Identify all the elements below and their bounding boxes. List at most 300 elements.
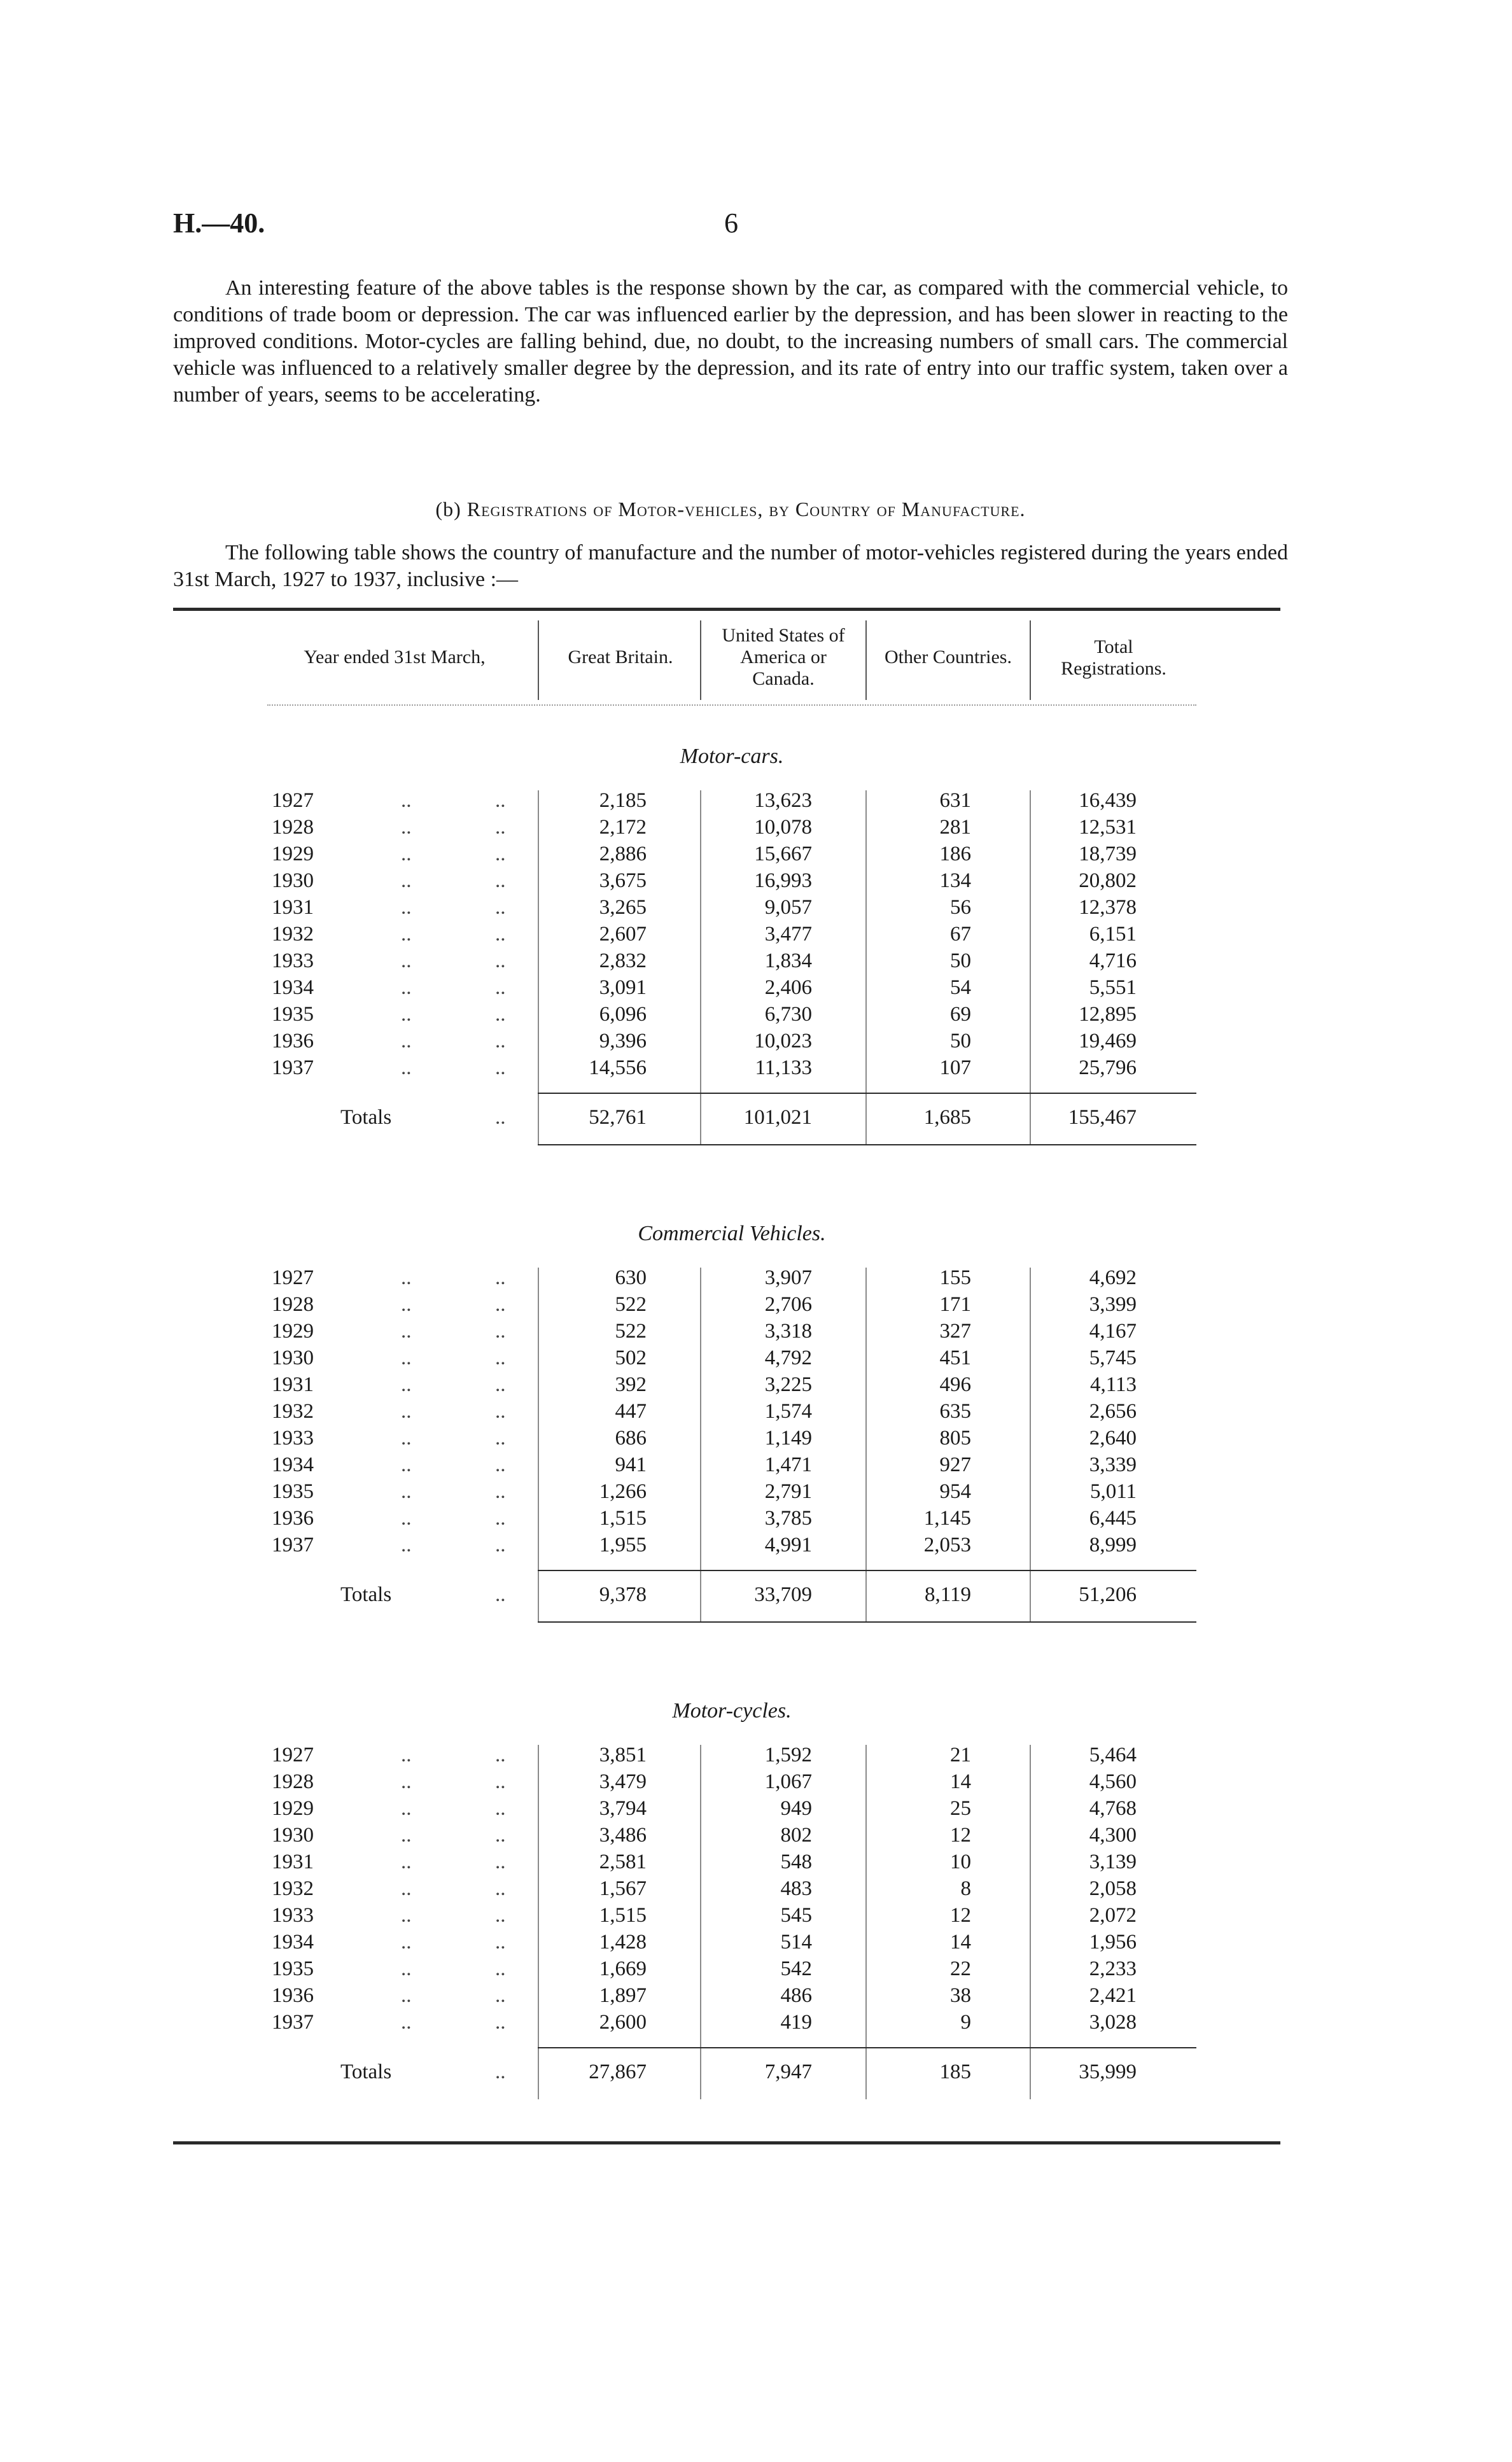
table-row: [0, 1850, 1512, 1877]
leader-dots: ..: [401, 1931, 412, 1954]
totals-row: [0, 2060, 1512, 2087]
great-britain-cell: 686: [615, 1427, 647, 1450]
section-heading: [173, 498, 1288, 521]
leader-dots: ..: [495, 1427, 506, 1450]
leader-dots: ..: [401, 1850, 412, 1873]
united-states-cell: 514: [780, 1931, 812, 1954]
year-cell: 1932: [272, 1400, 314, 1423]
totals-label: Totals: [340, 1106, 392, 1129]
other-countries-cell: 327: [939, 1320, 971, 1343]
total-cell: 12,895: [1079, 1003, 1137, 1026]
great-britain-cell: 3,675: [599, 869, 647, 892]
table-row: [0, 1030, 1512, 1056]
year-cell: 1931: [272, 1850, 314, 1873]
leader-dots: ..: [495, 896, 506, 919]
year-cell: 1928: [272, 1770, 314, 1793]
year-cell: 1937: [272, 1534, 314, 1556]
totals-top-rule: [538, 2047, 1196, 2048]
leader-dots: ..: [495, 1904, 506, 1927]
grand-total: 155,467: [1068, 1106, 1137, 1129]
leader-dots: ..: [401, 1030, 412, 1053]
great-britain-cell: 1,515: [599, 1507, 647, 1530]
leader-dots: ..: [495, 1984, 506, 2007]
leader-dots: ..: [495, 949, 506, 972]
united-states-total: 33,709: [754, 1583, 812, 1606]
leader-dots: ..: [401, 896, 412, 919]
other-countries-cell: 67: [950, 923, 971, 946]
table-row: [0, 1373, 1512, 1400]
table-row: [0, 2011, 1512, 2038]
total-cell: 4,716: [1089, 949, 1137, 972]
other-countries-cell: 155: [939, 1266, 971, 1289]
year-cell: 1935: [272, 1003, 314, 1026]
year-cell: 1931: [272, 1373, 314, 1396]
section-title: Motor-cars.: [680, 745, 784, 768]
united-states-cell: 4,792: [764, 1346, 812, 1369]
column-header-us-line1: United States of: [722, 625, 845, 646]
leader-dots: ..: [495, 1534, 506, 1556]
table-row: [0, 816, 1512, 843]
year-cell: 1934: [272, 976, 314, 999]
united-states-cell: 542: [780, 1957, 812, 1980]
great-britain-cell: 9,396: [599, 1030, 647, 1053]
other-countries-cell: 2,053: [923, 1534, 971, 1556]
total-cell: 3,339: [1089, 1453, 1137, 1476]
table-row: [0, 1797, 1512, 1824]
total-cell: 5,551: [1089, 976, 1137, 999]
section-title: Motor-cycles.: [672, 1699, 792, 1723]
total-cell: 19,469: [1079, 1030, 1137, 1053]
year-cell: 1930: [272, 1824, 314, 1847]
table-row: [0, 1427, 1512, 1453]
other-countries-cell: 69: [950, 1003, 971, 1026]
total-cell: 4,768: [1089, 1797, 1137, 1820]
year-cell: 1929: [272, 1797, 314, 1820]
great-britain-cell: 14,556: [589, 1056, 647, 1079]
year-cell: 1935: [272, 1480, 314, 1503]
leader-dots: ..: [401, 1534, 412, 1556]
other-countries-cell: 10: [950, 1850, 971, 1873]
year-cell: 1933: [272, 1427, 314, 1450]
year-cell: 1929: [272, 1320, 314, 1343]
column-separator: [700, 1268, 701, 1622]
table-row: [0, 923, 1512, 949]
totals-label: Totals: [340, 1583, 392, 1606]
total-cell: 4,167: [1089, 1320, 1137, 1343]
total-cell: 5,011: [1089, 1480, 1137, 1503]
united-states-cell: 1,574: [764, 1400, 812, 1423]
great-britain-total: 52,761: [589, 1106, 647, 1129]
other-countries-cell: 171: [939, 1293, 971, 1316]
leader-dots: ..: [495, 2011, 506, 2034]
leader-dots: ..: [495, 1003, 506, 1026]
section-heading-title: Registrations of Motor-vehicles, by Country of Manufacture.: [466, 498, 1026, 521]
united-states-cell: 13,623: [754, 789, 812, 812]
column-header-total-line2: Registrations.: [1061, 658, 1166, 679]
column-separator: [700, 1745, 701, 2099]
table-row: [0, 1507, 1512, 1534]
leader-dots: ..: [495, 1957, 506, 1980]
leader-dots: ..: [401, 1346, 412, 1369]
united-states-total: 101,021: [743, 1106, 812, 1129]
other-countries-cell: 25: [950, 1797, 971, 1820]
leader-dots: ..: [495, 1373, 506, 1396]
great-britain-cell: 2,607: [599, 923, 647, 946]
leader-dots: ..: [401, 1056, 412, 1079]
total-cell: 2,421: [1089, 1984, 1137, 2007]
column-header-us-line3: Canada.: [752, 668, 815, 689]
great-britain-cell: 3,486: [599, 1824, 647, 1847]
other-countries-cell: 50: [950, 949, 971, 972]
totals-row: [0, 1106, 1512, 1133]
column-header-year: Year ended 31st March,: [304, 647, 486, 668]
united-states-cell: 9,057: [764, 896, 812, 919]
table-row: [0, 1480, 1512, 1507]
table-row: [0, 1824, 1512, 1850]
united-states-total: 7,947: [764, 2060, 812, 2083]
leader-dots: ..: [401, 1373, 412, 1396]
leader-dots: ..: [495, 1931, 506, 1954]
year-cell: 1929: [272, 843, 314, 865]
great-britain-cell: 2,886: [599, 843, 647, 865]
great-britain-cell: 1,515: [599, 1904, 647, 1927]
leader-dots: ..: [401, 1957, 412, 1980]
other-countries-cell: 14: [950, 1770, 971, 1793]
leader-dots: ..: [495, 1583, 506, 1606]
table-bottom-rule: [173, 2141, 1280, 2144]
united-states-cell: 1,149: [764, 1427, 812, 1450]
leader-dots: ..: [495, 1030, 506, 1053]
leader-dots: ..: [401, 1797, 412, 1820]
leader-dots: ..: [495, 789, 506, 812]
total-cell: 3,139: [1089, 1850, 1137, 1873]
united-states-cell: 486: [780, 1984, 812, 2007]
other-countries-total: 185: [939, 2060, 971, 2083]
totals-bottom-rule: [538, 1144, 1196, 1145]
other-countries-cell: 12: [950, 1904, 971, 1927]
header-dotted-rule: [267, 704, 1196, 706]
united-states-cell: 3,785: [764, 1507, 812, 1530]
other-countries-cell: 635: [939, 1400, 971, 1423]
great-britain-total: 27,867: [589, 2060, 647, 2083]
leader-dots: ..: [495, 2060, 506, 2083]
column-separator: [865, 1745, 867, 2099]
leader-dots: ..: [401, 1320, 412, 1343]
other-countries-cell: 56: [950, 896, 971, 919]
table-row: [0, 789, 1512, 816]
table-row: [0, 1266, 1512, 1293]
document-reference: H.—40.: [173, 207, 265, 239]
year-cell: 1932: [272, 1877, 314, 1900]
leader-dots: ..: [495, 1877, 506, 1900]
column-separator: [865, 790, 867, 1145]
united-states-cell: 419: [780, 2011, 812, 2034]
united-states-cell: 10,023: [754, 1030, 812, 1053]
leader-dots: ..: [495, 843, 506, 865]
other-countries-cell: 107: [939, 1056, 971, 1079]
other-countries-cell: 954: [939, 1480, 971, 1503]
table-row: [0, 949, 1512, 976]
year-cell: 1937: [272, 2011, 314, 2034]
table-row: [0, 843, 1512, 869]
leader-dots: ..: [495, 1346, 506, 1369]
other-countries-cell: 805: [939, 1427, 971, 1450]
page-number: 6: [724, 207, 738, 239]
table-intro-paragraph: The following table shows the country of manufacture and the number of motor-vehicles registered during the years ended 31st March, 1927 to 1937, inclusive :—: [173, 541, 1288, 591]
other-countries-cell: 50: [950, 1030, 971, 1053]
total-cell: 4,113: [1089, 1373, 1137, 1396]
total-cell: 2,058: [1089, 1877, 1137, 1900]
leader-dots: ..: [401, 1480, 412, 1503]
other-countries-cell: 14: [950, 1931, 971, 1954]
total-cell: 6,445: [1089, 1507, 1137, 1530]
other-countries-cell: 451: [939, 1346, 971, 1369]
leader-dots: ..: [401, 1400, 412, 1423]
united-states-cell: 11,133: [755, 1056, 812, 1079]
leader-dots: ..: [495, 1797, 506, 1820]
great-britain-cell: 502: [615, 1346, 647, 1369]
leader-dots: ..: [495, 1266, 506, 1289]
grand-total: 35,999: [1079, 2060, 1137, 2083]
leader-dots: ..: [401, 816, 412, 839]
great-britain-cell: 941: [615, 1453, 647, 1476]
column-separator: [538, 1745, 539, 2099]
column-separator: [538, 1268, 539, 1622]
year-cell: 1933: [272, 949, 314, 972]
leader-dots: ..: [495, 1320, 506, 1343]
leader-dots: ..: [401, 1507, 412, 1530]
leader-dots: ..: [401, 1427, 412, 1450]
great-britain-cell: 2,581: [599, 1850, 647, 1873]
year-cell: 1936: [272, 1507, 314, 1530]
column-header-great-britain: Great Britain.: [568, 647, 673, 668]
year-cell: 1927: [272, 789, 314, 812]
total-cell: 2,640: [1089, 1427, 1137, 1450]
other-countries-cell: 21: [950, 1744, 971, 1766]
united-states-cell: 1,067: [764, 1770, 812, 1793]
year-cell: 1927: [272, 1744, 314, 1766]
united-states-cell: 548: [780, 1850, 812, 1873]
column-header-total-line1: Total: [1094, 636, 1133, 657]
total-cell: 6,151: [1089, 923, 1137, 946]
united-states-cell: 3,907: [764, 1266, 812, 1289]
table-row: [0, 1293, 1512, 1320]
great-britain-cell: 2,172: [599, 816, 647, 839]
table-top-rule: [173, 608, 1280, 611]
great-britain-cell: 1,897: [599, 1984, 647, 2007]
great-britain-cell: 3,851: [599, 1744, 647, 1766]
year-cell: 1928: [272, 1293, 314, 1316]
year-cell: 1930: [272, 869, 314, 892]
united-states-cell: 1,471: [764, 1453, 812, 1476]
total-cell: 25,796: [1079, 1056, 1137, 1079]
great-britain-cell: 522: [615, 1320, 647, 1343]
great-britain-cell: 6,096: [599, 1003, 647, 1026]
united-states-cell: 2,706: [764, 1293, 812, 1316]
leader-dots: ..: [495, 1400, 506, 1423]
table-row: [0, 1904, 1512, 1931]
leader-dots: ..: [401, 1877, 412, 1900]
leader-dots: ..: [495, 1744, 506, 1766]
leader-dots: ..: [401, 1824, 412, 1847]
totals-row: [0, 1583, 1512, 1610]
other-countries-cell: 9: [960, 2011, 971, 2034]
column-header-other-countries: Other Countries.: [885, 647, 1012, 668]
table-row: [0, 1320, 1512, 1346]
total-cell: 2,656: [1089, 1400, 1137, 1423]
united-states-cell: 483: [780, 1877, 812, 1900]
leader-dots: ..: [495, 976, 506, 999]
leader-dots: ..: [495, 869, 506, 892]
great-britain-cell: 1,567: [599, 1877, 647, 1900]
total-cell: 4,692: [1089, 1266, 1137, 1289]
totals-bottom-rule: [538, 1621, 1196, 1623]
other-countries-cell: 631: [939, 789, 971, 812]
leader-dots: ..: [401, 1904, 412, 1927]
year-cell: 1928: [272, 816, 314, 839]
table-row: [0, 1957, 1512, 1984]
leader-dots: ..: [401, 1266, 412, 1289]
totals-top-rule: [538, 1570, 1196, 1571]
leader-dots: ..: [495, 923, 506, 946]
table-row: [0, 976, 1512, 1003]
leader-dots: ..: [495, 1453, 506, 1476]
table-row: [0, 1056, 1512, 1083]
united-states-cell: 3,318: [764, 1320, 812, 1343]
total-cell: 3,399: [1089, 1293, 1137, 1316]
united-states-cell: 15,667: [754, 843, 812, 865]
other-countries-cell: 134: [939, 869, 971, 892]
leader-dots: ..: [401, 2011, 412, 2034]
table-row: [0, 1877, 1512, 1904]
leader-dots: ..: [401, 869, 412, 892]
table-row: [0, 1453, 1512, 1480]
leader-dots: ..: [495, 1850, 506, 1873]
year-cell: 1931: [272, 896, 314, 919]
intro-paragraph: An interesting feature of the above tables is the response shown by the car, as compared with the commercial vehicle, to conditions of trade boom or depression. The car was influenced earlier by the depression, and has been slower in reacting to the improved conditions. Motor-cycles are falling behind, due, no doubt, to the increasing numbers of small cars. The commercial vehicle was influenced to a relatively smaller degree by the depression, and its rate of entry into our traffic system, taken over a number of years, seems to be accelerating.: [173, 276, 1288, 407]
united-states-cell: 16,993: [754, 869, 812, 892]
year-cell: 1937: [272, 1056, 314, 1079]
leader-dots: ..: [401, 1744, 412, 1766]
other-countries-cell: 281: [939, 816, 971, 839]
great-britain-cell: 3,265: [599, 896, 647, 919]
great-britain-total: 9,378: [599, 1583, 647, 1606]
total-cell: 18,739: [1079, 843, 1137, 865]
united-states-cell: 1,592: [764, 1744, 812, 1766]
other-countries-cell: 8: [960, 1877, 971, 1900]
year-cell: 1934: [272, 1453, 314, 1476]
year-cell: 1933: [272, 1904, 314, 1927]
header-separator: [538, 620, 539, 700]
other-countries-cell: 54: [950, 976, 971, 999]
great-britain-cell: 1,266: [599, 1480, 647, 1503]
leader-dots: ..: [495, 1480, 506, 1503]
united-states-cell: 545: [780, 1904, 812, 1927]
great-britain-cell: 3,091: [599, 976, 647, 999]
column-separator: [865, 1268, 867, 1622]
year-cell: 1932: [272, 923, 314, 946]
other-countries-cell: 496: [939, 1373, 971, 1396]
united-states-cell: 2,791: [764, 1480, 812, 1503]
leader-dots: ..: [495, 1507, 506, 1530]
table-row: [0, 1346, 1512, 1373]
column-separator: [538, 790, 539, 1145]
total-cell: 12,531: [1079, 816, 1137, 839]
leader-dots: ..: [401, 949, 412, 972]
leader-dots: ..: [495, 1056, 506, 1079]
other-countries-total: 1,685: [923, 1106, 971, 1129]
total-cell: 5,745: [1089, 1346, 1137, 1369]
leader-dots: ..: [401, 843, 412, 865]
table-row: [0, 1534, 1512, 1560]
united-states-cell: 3,225: [764, 1373, 812, 1396]
column-header-us-line2: America or: [740, 647, 827, 668]
totals-top-rule: [538, 1093, 1196, 1094]
column-header-united-states: [701, 625, 865, 690]
year-cell: 1934: [272, 1931, 314, 1954]
column-separator: [700, 790, 701, 1145]
other-countries-cell: 22: [950, 1957, 971, 1980]
other-countries-cell: 186: [939, 843, 971, 865]
table-row: [0, 1770, 1512, 1797]
great-britain-cell: 1,955: [599, 1534, 647, 1556]
great-britain-cell: 3,479: [599, 1770, 647, 1793]
other-countries-cell: 927: [939, 1453, 971, 1476]
table-row: [0, 1984, 1512, 2011]
table-row: [0, 896, 1512, 923]
leader-dots: ..: [401, 1770, 412, 1793]
leader-dots: ..: [495, 816, 506, 839]
great-britain-cell: 1,428: [599, 1931, 647, 1954]
total-cell: 20,802: [1079, 869, 1137, 892]
united-states-cell: 10,078: [754, 816, 812, 839]
leader-dots: ..: [495, 1770, 506, 1793]
great-britain-cell: 2,185: [599, 789, 647, 812]
leader-dots: ..: [401, 1984, 412, 2007]
column-separator: [1030, 1268, 1031, 1622]
leader-dots: ..: [401, 789, 412, 812]
great-britain-cell: 392: [615, 1373, 647, 1396]
other-countries-cell: 12: [950, 1824, 971, 1847]
leader-dots: ..: [401, 923, 412, 946]
section-title: Commercial Vehicles.: [638, 1222, 826, 1245]
table-row: [0, 1003, 1512, 1030]
grand-total: 51,206: [1079, 1583, 1137, 1606]
total-cell: 12,378: [1079, 896, 1137, 919]
year-cell: 1936: [272, 1030, 314, 1053]
year-cell: 1936: [272, 1984, 314, 2007]
year-cell: 1927: [272, 1266, 314, 1289]
great-britain-cell: 1,669: [599, 1957, 647, 1980]
totals-label: Totals: [340, 2060, 392, 2083]
leader-dots: ..: [495, 1106, 506, 1129]
great-britain-cell: 447: [615, 1400, 647, 1423]
total-cell: 4,560: [1089, 1770, 1137, 1793]
united-states-cell: 949: [780, 1797, 812, 1820]
united-states-cell: 6,730: [764, 1003, 812, 1026]
united-states-cell: 2,406: [764, 976, 812, 999]
total-cell: 2,072: [1089, 1904, 1137, 1927]
year-cell: 1930: [272, 1346, 314, 1369]
total-cell: 4,300: [1089, 1824, 1137, 1847]
leader-dots: ..: [401, 1293, 412, 1316]
total-cell: 16,439: [1079, 789, 1137, 812]
total-cell: 3,028: [1089, 2011, 1137, 2034]
total-cell: 8,999: [1089, 1534, 1137, 1556]
table-row: [0, 869, 1512, 896]
united-states-cell: 4,991: [764, 1534, 812, 1556]
table-row: [0, 1744, 1512, 1770]
